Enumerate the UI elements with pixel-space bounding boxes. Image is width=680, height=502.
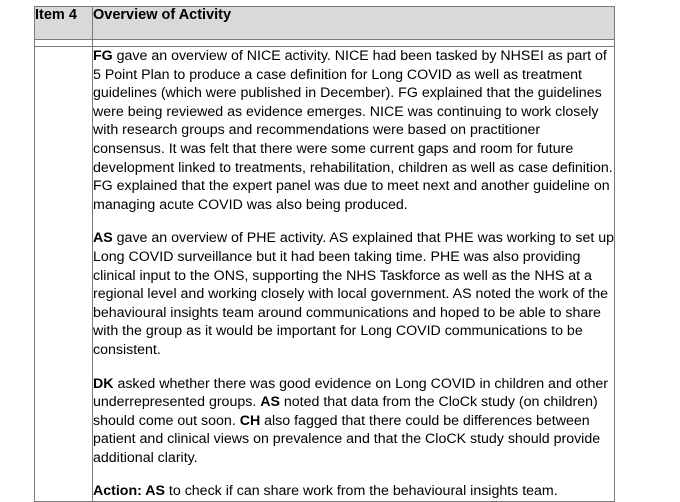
paragraph-children-evidence bbox=[93, 375, 614, 468]
action-item bbox=[93, 482, 614, 501]
speaker-initials: CH bbox=[239, 412, 261, 429]
item-content-cell bbox=[93, 47, 615, 502]
speaker-initials: FG bbox=[93, 48, 113, 64]
paragraph-phe-overview bbox=[93, 229, 614, 359]
action-label: Action: AS bbox=[93, 483, 165, 500]
minutes-table bbox=[34, 6, 615, 502]
paragraph-text: noted that data from the CloCk study (on children) should come out soon. bbox=[93, 394, 598, 429]
item-title: Overview of Activity bbox=[93, 7, 615, 40]
speaker-initials: AS bbox=[260, 394, 280, 411]
header-row bbox=[35, 7, 615, 40]
speaker-initials: DK bbox=[93, 375, 114, 392]
paragraph-text: also fagged that there could be differences between patient and clinical views on prevalence and that the CloCK study should provide additional clarity. bbox=[93, 412, 601, 466]
paragraph-text: asked whether there was good evidence on Long COVID in children and other underrepresented groups. bbox=[93, 375, 609, 411]
spacer-cell-right bbox=[93, 40, 615, 47]
content-row bbox=[35, 47, 615, 502]
action-text: to check if can share work from the behavioural insights team. bbox=[164, 483, 558, 500]
paragraph-nice-overview bbox=[93, 47, 614, 214]
spacer-cell-left bbox=[35, 40, 93, 47]
item-number: Item 4 bbox=[35, 7, 93, 40]
paragraph-text: gave an overview of PHE activity. AS explained that PHE was working to set up Long COVID surveillance but it had been taking time. PHE was also providing clinical input to the ONS, supporting the NHS Taskforce as well as the NHS at a regional level and working closely with local government. AS noted the work of the behavioural insights team around communications and hoped to be able to share with the group as it would be important for Long COVID communications to be consistent. bbox=[93, 230, 614, 358]
spacer-row bbox=[35, 40, 615, 47]
paragraph-text: gave an overview of NICE activity. NICE had been tasked by NHSEI as part of 5 Point Plan to produce a case definition for Long COVID as well as treatment guidelines (which were published in December). FG explained that the guidelines were being reviewed as evidence emerges. NICE was continuing to work closely with research groups and recommendations were based on practitioner consensus. It was felt that there were some current gaps and room for future development linked to treatments, rehabilitation, children as well as case definition. FG explained that the expert panel was due to meet next and another guideline on managing acute COVID was also being produced. bbox=[93, 48, 613, 213]
item-number-cell bbox=[35, 47, 93, 502]
speaker-initials: AS bbox=[93, 230, 113, 247]
